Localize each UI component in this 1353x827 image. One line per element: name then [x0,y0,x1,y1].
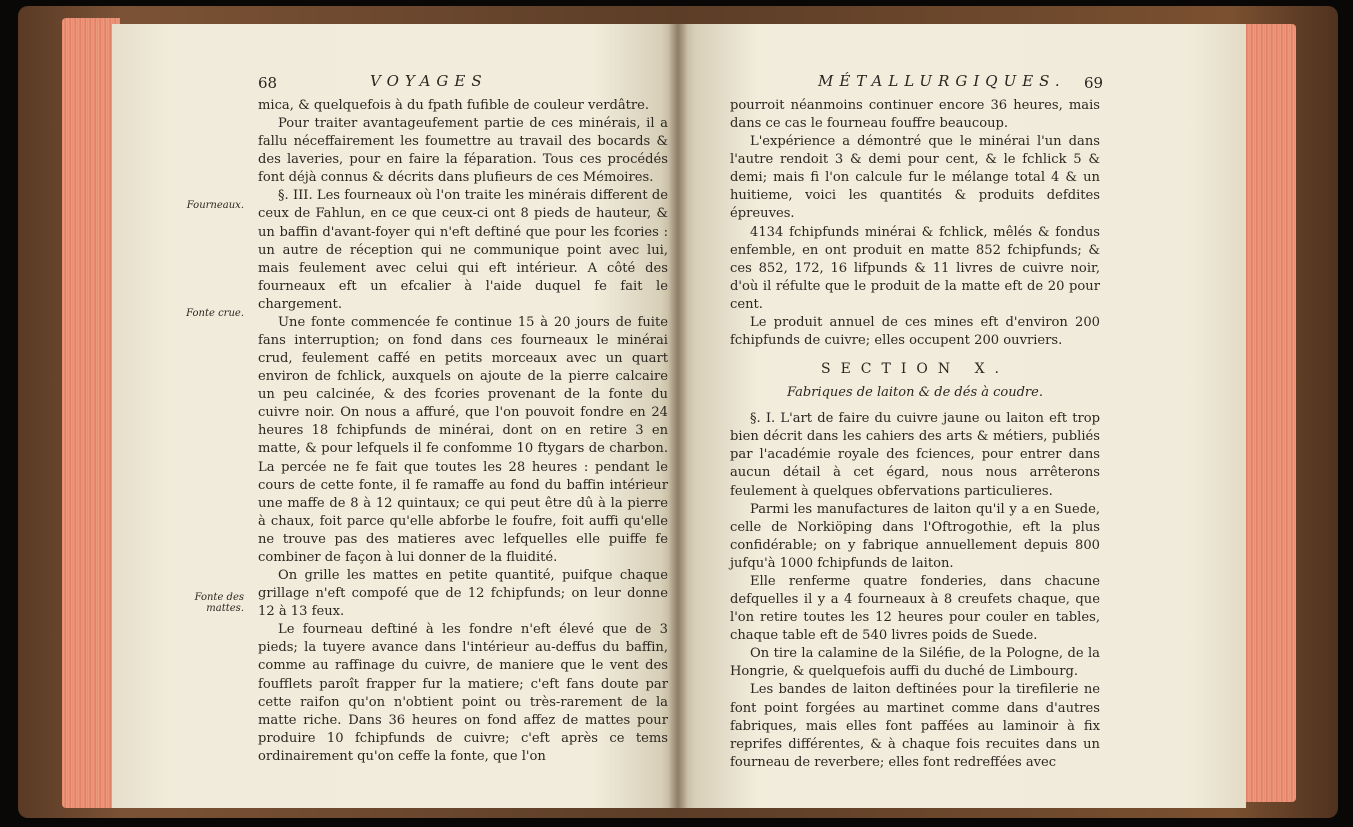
right-page-number: 69 [1084,74,1104,92]
left-page-number: 68 [258,74,278,92]
paragraph: mica, & quelquefois à du fpath fufible de couleur verdâtre. [258,98,650,113]
paragraph: Une fonte commencée fe continue 15 à 20 jours de fuite fans interruption; on fond dans ces fourneaux le minérai crud, feulement caffé en petits morceaux avec un quart environ de fchlick, auxquels on ajoute de la pierre calcaire un peu calcinée, & des fcories provenant de la fonte du cuivre noir. On nous a affuré, que l'on pouvoit fondre en 24 heures 18 fchipfunds de minérai, dont on en retire 3 en matte, & pour lefquels il fe confomme 10 ftygars de charbon. La percée ne fe fait que toutes les 28 heures : pendant le cours de cette fonte, il fe ramaffe au fond du baffin intérieur une maffe de 8 à 12 quintaux; ce qui peut être dû à la pierre à chaux, foit parce qu'elle abforbe le foufre, foit auffi qu'elle ne trouve pas des matieres avec lefquelles elle puiffe fe combiner de façon à lui donner de la fluidité. [258,314,668,565]
margin-note-fourneaux: Fourneaux. [186,200,244,211]
margin-note-fonte-des-mattes: Fonte des mattes. [194,592,244,614]
paragraph: §. I. L'art de faire du cuivre jaune ou laiton eft trop bien décrit dans les cahiers des arts & métiers, publiés par l'académie royale des fciences, pour entrer dans aucun détail à cet égard, nous nous arrêterons feulement à quelques obfervations particulieres. [730,411,1100,499]
paragraph: 4134 fchipfunds minérai & fchlick, mêlés & fondus enfemble, en ont produit en matte 852 fchipfunds; & ces 852, 172, 16 lifpunds & 11 livres de cuivre noir, d'où il réfulte que le produit de la matte eft de 20 pour cent. [730,224,1100,312]
left-page-body [258,97,668,766]
paragraph: Le fourneau deftiné à les fondre n'eft élevé que de 3 pieds; la tuyere avance dans l'intérieur au-deffus du baffin, comme au raffinage du cuivre, de maniere que le vent des foufflets paroît frapper fur la matiere; c'eft fans doute par cette raifon qu'on n'obtient point ou très-rarement de la matte riche. Dans 36 heures on fond affez de mattes pour produire 10 fchipfunds de cuivre; c'eft après ce tems ordinairement qu'on ceffe la fonte, que l'on [258,622,668,764]
right-page-body [730,97,1100,772]
paragraph: Elle renferme quatre fonderies, dans chacune defquelles il y a 4 fourneaux à 8 creufets chaque, que l'on retire toutes les 12 heures pour couler en tables, chaque table eft de 540 livres poids de Suede. [730,573,1100,644]
section-subtitle: Fabriques de laiton & de dés à coudre. [787,385,1043,401]
paragraph: §. III. Les fourneaux où l'on traite les minérais different de ceux de Fahlun, en ce que ceux-ci ont 8 pieds de hauteur, & un baffin d'avant-foyer qui n'eft deftiné que pour les fcories : un autre de réception qui ne communique point avec lui, mais feulement avec celui qui eft intérieur. A côté des fourneaux eft un efcalier à l'aide duquel fe fait le chargement. [258,188,668,312]
paragraph: pourroit néanmoins continuer encore 36 heures, mais dans ce cas le fourneau fouffre beaucoup. [730,98,1100,132]
page-edges-right [1240,24,1296,802]
left-running-head: VOYAGES [370,72,488,90]
right-running-head: MÉTALLURGIQUES. [818,72,1066,90]
paragraph: Le produit annuel de ces mines eft d'environ 200 fchipfunds de cuivre; elles occupent 200 ouvriers. [730,314,1100,349]
paragraph: Les bandes de laiton deftinées pour la tirefilerie ne font point forgées au martinet comme dans d'autres fabriques, mais elles font paffées au laminoir à fix reprifes différentes, & à chaque fois recuites dans un fourneau de reverbere; elles font redreffées avec [730,682,1100,770]
paragraph: Pour traiter avantageufement partie de ces minérais, il a fallu néceffairement les foumettre au travail des bocards & des laveries, pour en faire la féparation. Tous ces procédés font déjà connus & décrits dans plufieurs de ces Mémoires. [258,116,668,186]
paragraph: L'expérience a démontré que le minérai l'un dans l'autre rendoit 3 & demi pour cent, & le fchlick 5 & demi; mais fi l'on calcule fur le mélange total 4 & un huitieme, voici les quantités & produits defdites épreuves. [730,134,1100,222]
paragraph: Parmi les manufactures de laiton qu'il y a en Suede, celle de Norkiöping dans l'Oftrogothie, eft la plus confidérable; on y fabrique annuellement depuis 800 jufqu'à 1000 fchipfunds de laiton. [730,501,1100,571]
book-gutter [668,24,688,808]
paragraph: On grille les mattes en petite quantité, puifque chaque grillage n'eft compofé que de 12 fchipfunds; on leur donne 12 à 13 feux. [258,568,668,620]
margin-note-fonte-crue: Fonte crue. [186,308,244,319]
paragraph: On tire la calamine de la Siléfie, de la Pologne, de la Hongrie, & quelquefois auffi du duché de Limbourg. [730,646,1100,680]
section-title: SECTION X. [821,361,1009,378]
